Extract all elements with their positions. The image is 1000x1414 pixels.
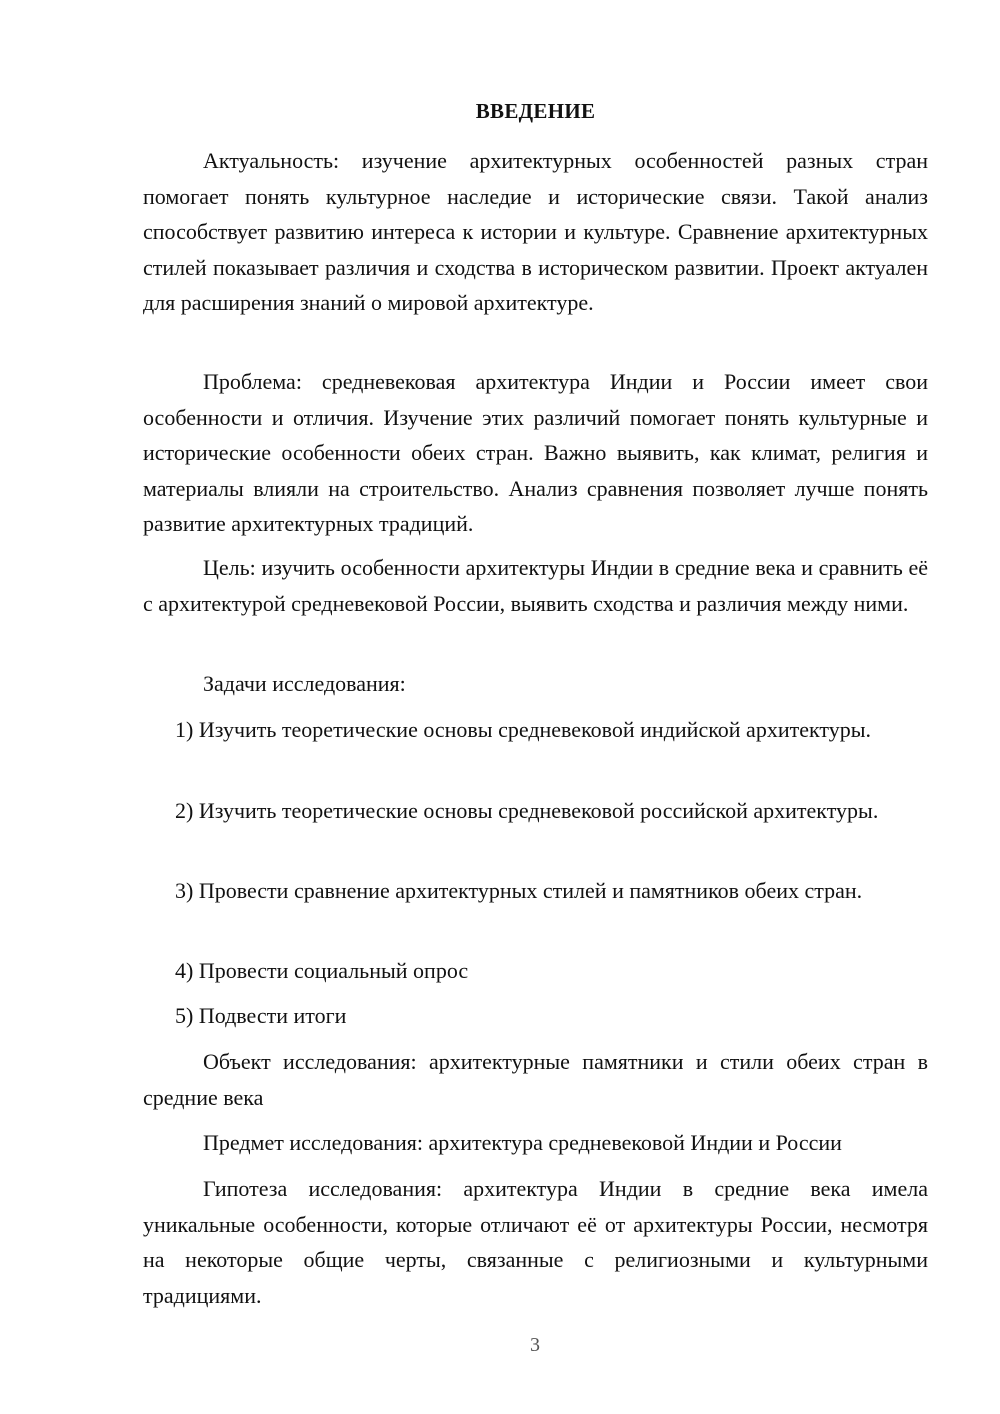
paragraph-relevance: Актуальность: изучение архитектурных особенностей разных стран помогает понять культурное наследие и исторические связи. Такой анализ способствует развитию интереса к истории и культуре. Сравнение архитектурных стилей показывает различия и сходства в историческом развитии. Проект актуален для расширения знаний о мировой архитектуре. — [143, 148, 928, 315]
section-title: ВВЕДЕНИЕ — [475, 99, 596, 123]
paragraph-object: Объект исследования: архитектурные памятники и стили обеих стран в средние века — [143, 1049, 928, 1110]
paragraph-hypothesis: Гипотеза исследования: архитектура Индии в средние века имела уникальные особенности, которые отличают её от архитектуры России, несмотря на некоторые общие черты, связанные с религиозными и культурными традициями. — [143, 1176, 928, 1308]
task-item-2: 2) Изучить теоретические основы средневековой российской архитектуры. — [175, 798, 879, 823]
page-number: 3 — [530, 1334, 540, 1356]
task-item-1: 1) Изучить теоретические основы средневековой индийской архитектуры. — [175, 717, 871, 742]
task-item-3: 3) Провести сравнение архитектурных стилей и памятников обеих стран. — [175, 878, 863, 903]
paragraph-tasks-heading: Задачи исследования: — [203, 671, 406, 696]
paragraph-subject: Предмет исследования: архитектура средневековой Индии и России — [203, 1130, 842, 1155]
paragraph-goal: Цель: изучить особенности архитектуры Индии в средние века и сравнить её с архитектурой средневековой России, выявить сходства и различия между ними. — [143, 555, 928, 616]
task-item-4: 4) Провести социальный опрос — [175, 958, 469, 983]
paragraph-problem: Проблема: средневековая архитектура Индии и России имеет свои особенности и отличия. Изучение этих различий помогает понять культурные и исторические особенности обеих стран. Важно выявить, как климат, религия и материалы влияли на строительство. Анализ сравнения позволяет лучше понять развитие архитектурных традиций. — [143, 369, 928, 536]
task-item-5: 5) Подвести итоги — [175, 1003, 347, 1028]
